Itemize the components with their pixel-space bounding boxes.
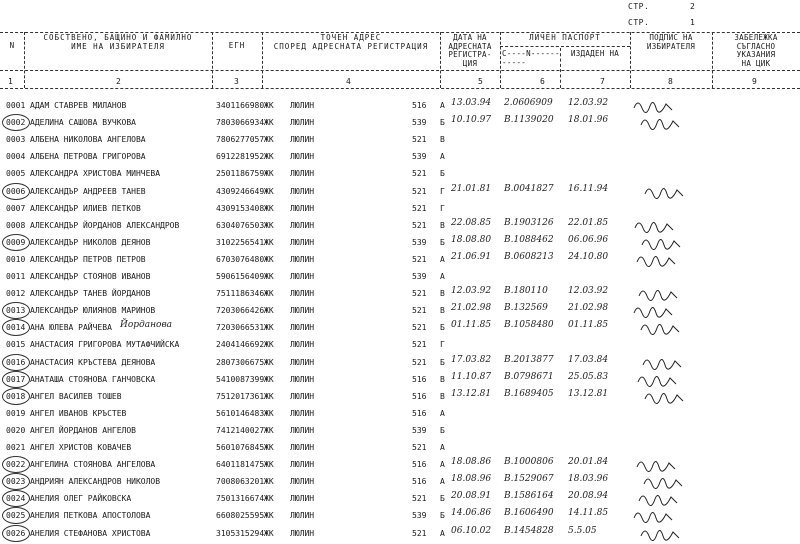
voter-name: АНДРИЯН АЛЕКСАНДРОВ НИКОЛОВ [30,477,161,487]
address-district: ЛЮЛИН [290,118,315,128]
address-district: ЛЮЛИН [290,340,315,350]
address-block: 521 [412,528,427,538]
voter-name: АДАМ СТАВРЕВ МИЛАНОВ [30,101,127,110]
address-district: ЛЮЛИН [290,186,315,196]
address-district: ЛЮЛИН [290,272,315,281]
colnum-9: 9 [752,77,757,86]
voter-egn: 3401166980 [216,101,265,110]
address-type: ЖК [264,118,274,128]
address-section: В [440,289,445,299]
colnum-7: 7 [600,77,605,86]
voter-name: АНА ЮЛЕВА РАЙЧЕВА [30,323,112,333]
address-block: 516 [412,391,427,401]
address-district: ЛЮЛИН [290,374,315,384]
handwritten-date: 21.01.81 [451,183,492,194]
voter-egn: 5601076845 [216,443,265,452]
address-block: 521 [412,494,427,504]
row-number: 0013 [6,306,26,316]
address-section: Б [440,323,445,333]
address-block: 521 [412,254,427,264]
handwritten-date: 18.08.86 [451,457,492,468]
handwritten-passport: В.180110 [504,286,548,297]
address-section: Б [440,169,445,179]
address-district: ЛЮЛИН [290,289,315,299]
handwritten-date: 17.03.82 [451,354,492,365]
address-block: 539 [412,118,427,128]
header-registration-date: ДАТА НА АДРЕСНАТА РЕГИСТРА- ЦИЯ [448,33,492,68]
header-number: N [9,41,15,50]
row-number: 0007 [6,203,26,213]
row-number: 0016 [6,357,26,367]
header-address: ТОЧЕН АДРЕС СПОРЕД АДРЕСНАТА РЕГИСТРАЦИЯ [273,33,429,51]
handwritten-passport: В.0041827 [504,183,554,194]
handwritten-passport: В.1606490 [504,508,554,519]
address-type: ЖК [264,306,274,316]
address-section: А [440,272,445,281]
handwritten-issued: 12.03.92 [568,286,609,297]
address-section: Б [440,425,445,435]
address-district: ЛЮЛИН [290,169,315,179]
voter-egn: 7501316674 [216,494,265,504]
address-block: 521 [412,340,427,350]
voter-name: АЛБЕНА ПЕТРОВА ГРИГОРОВА [30,152,146,162]
handwritten-issued: 18.03.96 [568,474,609,485]
handwritten-issued: 24.10.80 [568,251,609,262]
address-district: ЛЮЛИН [290,391,315,401]
page-label-1: СТР. [628,2,650,11]
voter-egn: 6304076503 [216,220,265,230]
handwritten-issued: 12.03.92 [568,98,609,108]
handwritten-date: 10.10.97 [451,115,492,126]
address-type: ЖК [264,152,274,162]
address-block: 521 [412,306,427,316]
handwritten-date: 20.08.91 [451,491,492,502]
handwritten-issued: 06.06.96 [568,234,609,245]
handwritten-date: 18.08.80 [451,234,492,245]
address-section: В [440,306,445,316]
handwritten-date: 12.03.92 [451,286,492,297]
voter-name: АЛЕКСАНДЪР ТАНЕВ ЙОРДАНОВ [30,289,151,299]
address-section: Б [440,237,445,247]
voter-egn: 6401181475 [216,460,265,470]
voter-egn: 6608025595 [216,511,265,521]
voter-egn: 6912281952 [216,152,265,162]
voter-name: АЛЕКСАНДЪР НИКОЛОВ ДЕЯНОВ [30,237,151,247]
colnum-1: 1 [8,77,13,86]
colnum-2: 2 [116,77,121,86]
row-number: 0001 [6,101,26,110]
voter-name: АЛЕКСАНДЪР СТОЯНОВ ИВАНОВ [30,272,151,281]
address-section: Б [440,511,445,521]
voter-egn: 7203066426 [216,306,265,316]
address-section: А [440,408,445,418]
row-number: 0022 [6,460,26,470]
handwritten-issued: 17.03.84 [568,354,609,365]
address-block: 521 [412,203,427,213]
row-number: 0011 [6,272,26,281]
voter-name: АНГЕЛ ЙОРДАНОВ АНГЕЛОВ [30,425,136,435]
address-section: В [440,220,445,230]
voter-egn: 6703076480 [216,254,265,264]
row-number: 0023 [6,477,26,487]
address-district: ЛЮЛИН [290,254,315,264]
row-number: 0004 [6,152,26,162]
address-section: А [440,101,445,110]
row-number: 0019 [6,408,26,418]
address-section: А [440,254,445,264]
passport-sub-rule [500,46,630,47]
address-block: 516 [412,408,427,418]
handwritten-date: 13.03.94 [451,98,492,108]
address-block: 521 [412,443,427,452]
address-type: ЖК [264,237,274,247]
address-type: ЖК [264,254,274,264]
handwritten-passport: 2.0606909 [504,98,553,108]
row-number: 0025 [6,511,26,521]
address-type: ЖК [264,203,274,213]
address-type: ЖК [264,101,274,110]
address-district: ЛЮЛИН [290,152,315,162]
row-number: 0006 [6,186,26,196]
voter-name: АЛЕКСАНДЪР ПЕТРОВ ПЕТРОВ [30,254,146,264]
address-district: ЛЮЛИН [290,220,315,230]
header-note: ЗАБЕЛЕЖКА СЪГЛАСНО УКАЗАНИЯ НА ЦИК [734,33,778,68]
voter-name: АЛЕКСАНДЪР ЮЛИЯНОВ МАРИНОВ [30,306,156,316]
address-type: ЖК [264,511,274,521]
colnum-8: 8 [668,77,673,86]
address-district: ЛЮЛИН [290,511,315,521]
voter-name: АНГЕЛИНА СТОЯНОВА АНГЕЛОВА [30,460,156,470]
handwritten-passport: В.1903126 [504,217,554,228]
address-district: ЛЮЛИН [290,306,315,316]
address-section: В [440,391,445,401]
voter-name: АНАСТАСИЯ КРЪСТЕВА ДЕЯНОВА [30,357,156,367]
voter-egn: 3102256541 [216,237,265,247]
handwritten-passport: В.1000806 [504,457,554,468]
page-label-2: СТР. [628,18,650,27]
handwritten-passport: В.1454828 [504,525,554,536]
row-number: 0015 [6,340,26,350]
header-bottom-rule [0,70,800,71]
voter-name: АНГЕЛ ИВАНОВ КРЪСТЕВ [30,408,127,418]
header-passport: ЛИЧЕН ПАСПОРТ [529,33,601,42]
voter-name: АДЕЛИНА САШОВА ВУЧКОВА [30,118,136,128]
voter-name: АНАСТАСИЯ ГРИГОРОВА МУТАФЧИЙСКА [30,340,180,350]
address-block: 521 [412,289,427,299]
address-type: ЖК [264,135,274,145]
address-block: 521 [412,186,427,196]
table-row [0,522,800,544]
address-section: Б [440,357,445,367]
handwritten-issued: 01.11.85 [568,320,609,331]
handwritten-date: 13.12.81 [451,388,492,399]
row-number: 0009 [6,237,26,247]
voter-egn: 5410087399 [216,374,265,384]
address-type: ЖК [264,443,274,452]
row-number: 0012 [6,289,26,299]
address-section: Г [440,203,445,213]
address-type: ЖК [264,408,274,418]
address-block: 521 [412,135,427,145]
handwritten-passport: В.0608213 [504,251,554,262]
row-number: 0026 [6,528,26,538]
handwritten-name-note: Йорданова [120,320,173,331]
address-block: 516 [412,477,427,487]
handwritten-passport: В.2013877 [504,354,554,365]
voter-egn: 2404146692 [216,340,265,350]
column-number-rule [0,88,800,89]
voter-name: АЛЕКСАНДЪР ИЛИЕВ ПЕТКОВ [30,203,141,213]
address-block: 539 [412,425,427,435]
address-block: 539 [412,511,427,521]
voter-name: АЛЕКСАНДРА ХРИСТОВА МИНЧЕВА [30,169,161,179]
row-number: 0024 [6,494,26,504]
address-district: ЛЮЛИН [290,528,315,538]
header-egn: ЕГН [228,41,246,50]
address-type: ЖК [264,494,274,504]
handwritten-date: 06.10.02 [451,525,492,536]
colnum-6: 6 [540,77,545,86]
handwritten-passport: В.1689405 [504,388,554,399]
address-section: Г [440,186,445,196]
colnum-3: 3 [234,77,239,86]
header-name: СОБСТВЕНО, БАЩИНО И ФАМИЛНО ИМЕ НА ИЗБИРАТЕЛЯ [43,33,193,51]
handwritten-issued: 13.12.81 [568,388,609,399]
voter-egn: 3105315294 [216,528,265,538]
address-type: ЖК [264,374,274,384]
address-type: ЖК [264,460,274,470]
address-block: 516 [412,460,427,470]
address-type: ЖК [264,186,274,196]
address-section: В [440,374,445,384]
address-section: А [440,528,445,538]
address-block: 521 [412,357,427,367]
handwritten-issued: 20.08.94 [568,491,609,502]
handwritten-date: 18.08.96 [451,474,492,485]
voter-egn: 5610146483 [216,408,265,418]
handwritten-passport: В.1139020 [504,115,554,126]
row-number: 0018 [6,391,26,401]
address-district: ЛЮЛИН [290,323,315,333]
handwritten-passport: В.1088462 [504,234,554,245]
voter-name: АНЕЛИЯ СТЕФАНОВА ХРИСТОВА [30,528,151,538]
address-block: 539 [412,272,427,281]
colnum-5: 5 [478,77,483,86]
handwritten-date: 11.10.87 [451,371,492,382]
address-district: ЛЮЛИН [290,477,315,487]
address-section: В [440,135,445,145]
handwritten-issued: 14.11.85 [568,508,609,519]
voter-egn: 2807306675 [216,357,265,367]
voter-egn: 7806277057 [216,135,265,145]
address-district: ЛЮЛИН [290,135,315,145]
handwritten-date: 21.02.98 [451,303,492,314]
voter-egn: 7512017361 [216,391,265,401]
address-section: Б [440,494,445,504]
address-section: А [440,477,445,487]
address-district: ЛЮЛИН [290,494,315,504]
address-district: ЛЮЛИН [290,237,315,247]
handwritten-date: 14.06.86 [451,508,492,519]
handwritten-passport: В.1586164 [504,491,554,502]
handwritten-issued: 25.05.83 [568,371,609,382]
address-type: ЖК [264,477,274,487]
row-number: 0005 [6,169,26,179]
voter-egn: 7203066531 [216,323,265,333]
handwritten-issued: 16.11.94 [568,183,609,194]
voter-egn: 7803066934 [216,118,265,128]
address-section: А [440,443,445,452]
address-type: ЖК [264,169,274,179]
handwritten-issued: 18.01.96 [568,115,609,126]
address-type: ЖК [264,289,274,299]
voter-name: АНГЕЛ ВАСИЛЕВ ТОШЕВ [30,391,122,401]
row-number: 0010 [6,254,26,264]
voter-egn: 5906156409 [216,272,265,281]
address-block: 521 [412,220,427,230]
address-block: 539 [412,152,427,162]
handwritten-issued: 22.01.85 [568,217,609,228]
header-signature: ПОДПИС НА ИЗБИРАТЕЛЯ [646,33,696,51]
voter-name: АЛЕКСАНДЪР ЙОРДАНОВ АЛЕКСАНДРОВ [30,220,180,230]
row-number: 0008 [6,220,26,230]
voter-name: АНЕЛИЯ ОЛЕГ РАЙКОВСКА [30,494,132,504]
voter-name: АЛЕКСАНДЪР АНДРЕЕВ ТАНЕВ [30,186,146,196]
voter-egn: 7008063201 [216,477,265,487]
row-number: 0021 [6,443,26,452]
address-type: ЖК [264,323,274,333]
voter-egn: 4309246649 [216,186,265,196]
row-number: 0017 [6,374,26,384]
address-type: ЖК [264,340,274,350]
voter-name: АНАТАША СТОЯНОВА ГАНЧОВСКА [30,374,156,384]
address-district: ЛЮЛИН [290,357,315,367]
handwritten-passport: В.1529067 [504,474,554,485]
handwritten-passport: В.0798671 [504,371,554,382]
address-section: А [440,152,445,162]
header-passport-issued: ИЗДАДЕН НА [570,49,620,58]
address-block: 539 [412,237,427,247]
voter-egn: 7412140027 [216,425,265,435]
voter-name: АНЕЛИЯ ПЕТКОВА АПОСТОЛОВА [30,511,151,521]
address-district: ЛЮЛИН [290,203,315,213]
handwritten-date: 22.08.85 [451,217,492,228]
address-type: ЖК [264,528,274,538]
row-number: 0002 [6,118,26,128]
voter-egn: 2501186759 [216,169,265,179]
address-type: ЖК [264,220,274,230]
row-number: 0014 [6,323,26,333]
colnum-4: 4 [346,77,351,86]
address-block: 516 [412,374,427,384]
address-type: ЖК [264,272,274,281]
header-passport-number: С----N----------- [502,49,560,67]
address-type: ЖК [264,425,274,435]
address-type: ЖК [264,357,274,367]
signature-scribble [630,522,690,544]
address-block: 521 [412,169,427,179]
handwritten-passport: В.132569 [504,303,548,314]
address-block: 521 [412,323,427,333]
handwritten-date: 21.06.91 [451,251,492,262]
page-value-1: 2 [690,2,696,11]
address-section: А [440,460,445,470]
row-number: 0020 [6,425,26,435]
handwritten-passport: В.1058480 [504,320,554,331]
address-district: ЛЮЛИН [290,460,315,470]
address-district: ЛЮЛИН [290,425,315,435]
address-district: ЛЮЛИН [290,443,315,452]
handwritten-issued: 5.5.05 [568,525,597,536]
handwritten-issued: 21.02.98 [568,303,609,314]
voter-egn: 4309153408 [216,203,265,213]
page-value-2: 1 [690,18,696,27]
voter-name: АЛБЕНА НИКОЛОВА АНГЕЛОВА [30,135,146,145]
address-section: Г [440,340,445,350]
address-district: ЛЮЛИН [290,408,315,418]
address-district: ЛЮЛИН [290,101,315,110]
address-block: 516 [412,101,427,110]
col-sep-2 [212,32,213,88]
voter-egn: 7511186346 [216,289,265,299]
handwritten-issued: 20.01.84 [568,457,609,468]
handwritten-date: 01.11.85 [451,320,492,331]
row-number: 0003 [6,135,26,145]
voter-name: АНГЕЛ ХРИСТОВ КОВАЧЕВ [30,443,132,452]
address-type: ЖК [264,391,274,401]
address-section: Б [440,118,445,128]
